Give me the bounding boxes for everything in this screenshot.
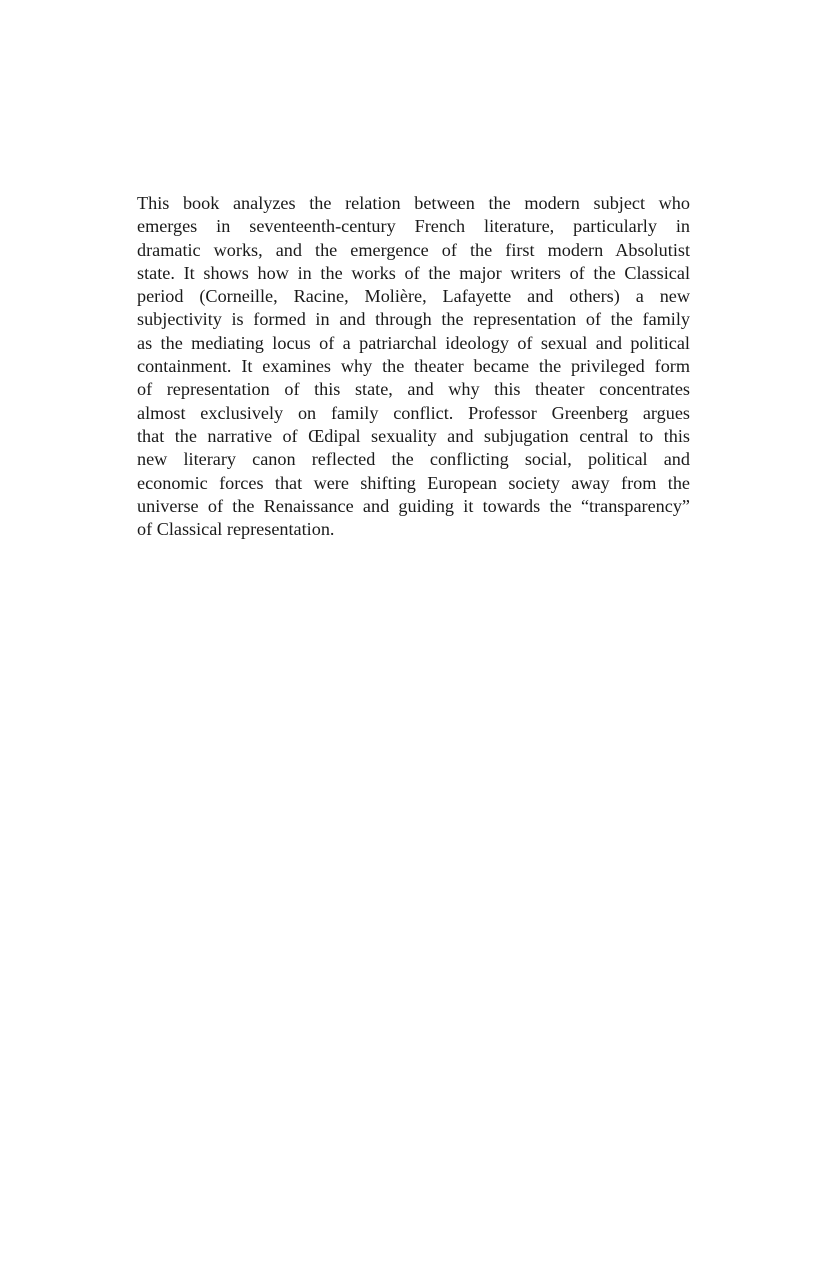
description-line: new literary canon reflected the conflicting social, political and bbox=[137, 449, 690, 470]
description-line: almost exclusively on family conflict. Professor Greenberg argues bbox=[137, 402, 690, 423]
description-line: This book analyzes the relation between the modern subject who bbox=[137, 193, 690, 213]
description-line: emerges in seventeenth-century French literature, particularly in bbox=[137, 216, 690, 237]
description-line: as the mediating locus of a patriarchal ideology of sexual and political bbox=[137, 332, 690, 353]
description-line: subjectivity is formed in and through the representation of the family bbox=[137, 309, 690, 330]
description-line: universe of the Renaissance and guiding it towards the “transparency” bbox=[137, 495, 690, 516]
description-line: economic forces that were shifting European society away from the bbox=[137, 472, 690, 493]
book-description bbox=[137, 192, 690, 541]
description-line: state. It shows how in the works of the major writers of the Classical bbox=[137, 262, 690, 283]
description-line-last: of Classical representation. bbox=[137, 519, 335, 540]
description-line: period (Corneille, Racine, Molière, Lafayette and others) a new bbox=[137, 286, 690, 307]
description-line: of representation of this state, and why this theater concentrates bbox=[137, 379, 690, 400]
description-line: dramatic works, and the emergence of the first modern Absolutist bbox=[137, 239, 690, 260]
description-line: containment. It examines why the theater became the privileged form bbox=[137, 356, 690, 377]
description-line: that the narrative of Œdipal sexuality and subjugation central to this bbox=[137, 425, 690, 446]
